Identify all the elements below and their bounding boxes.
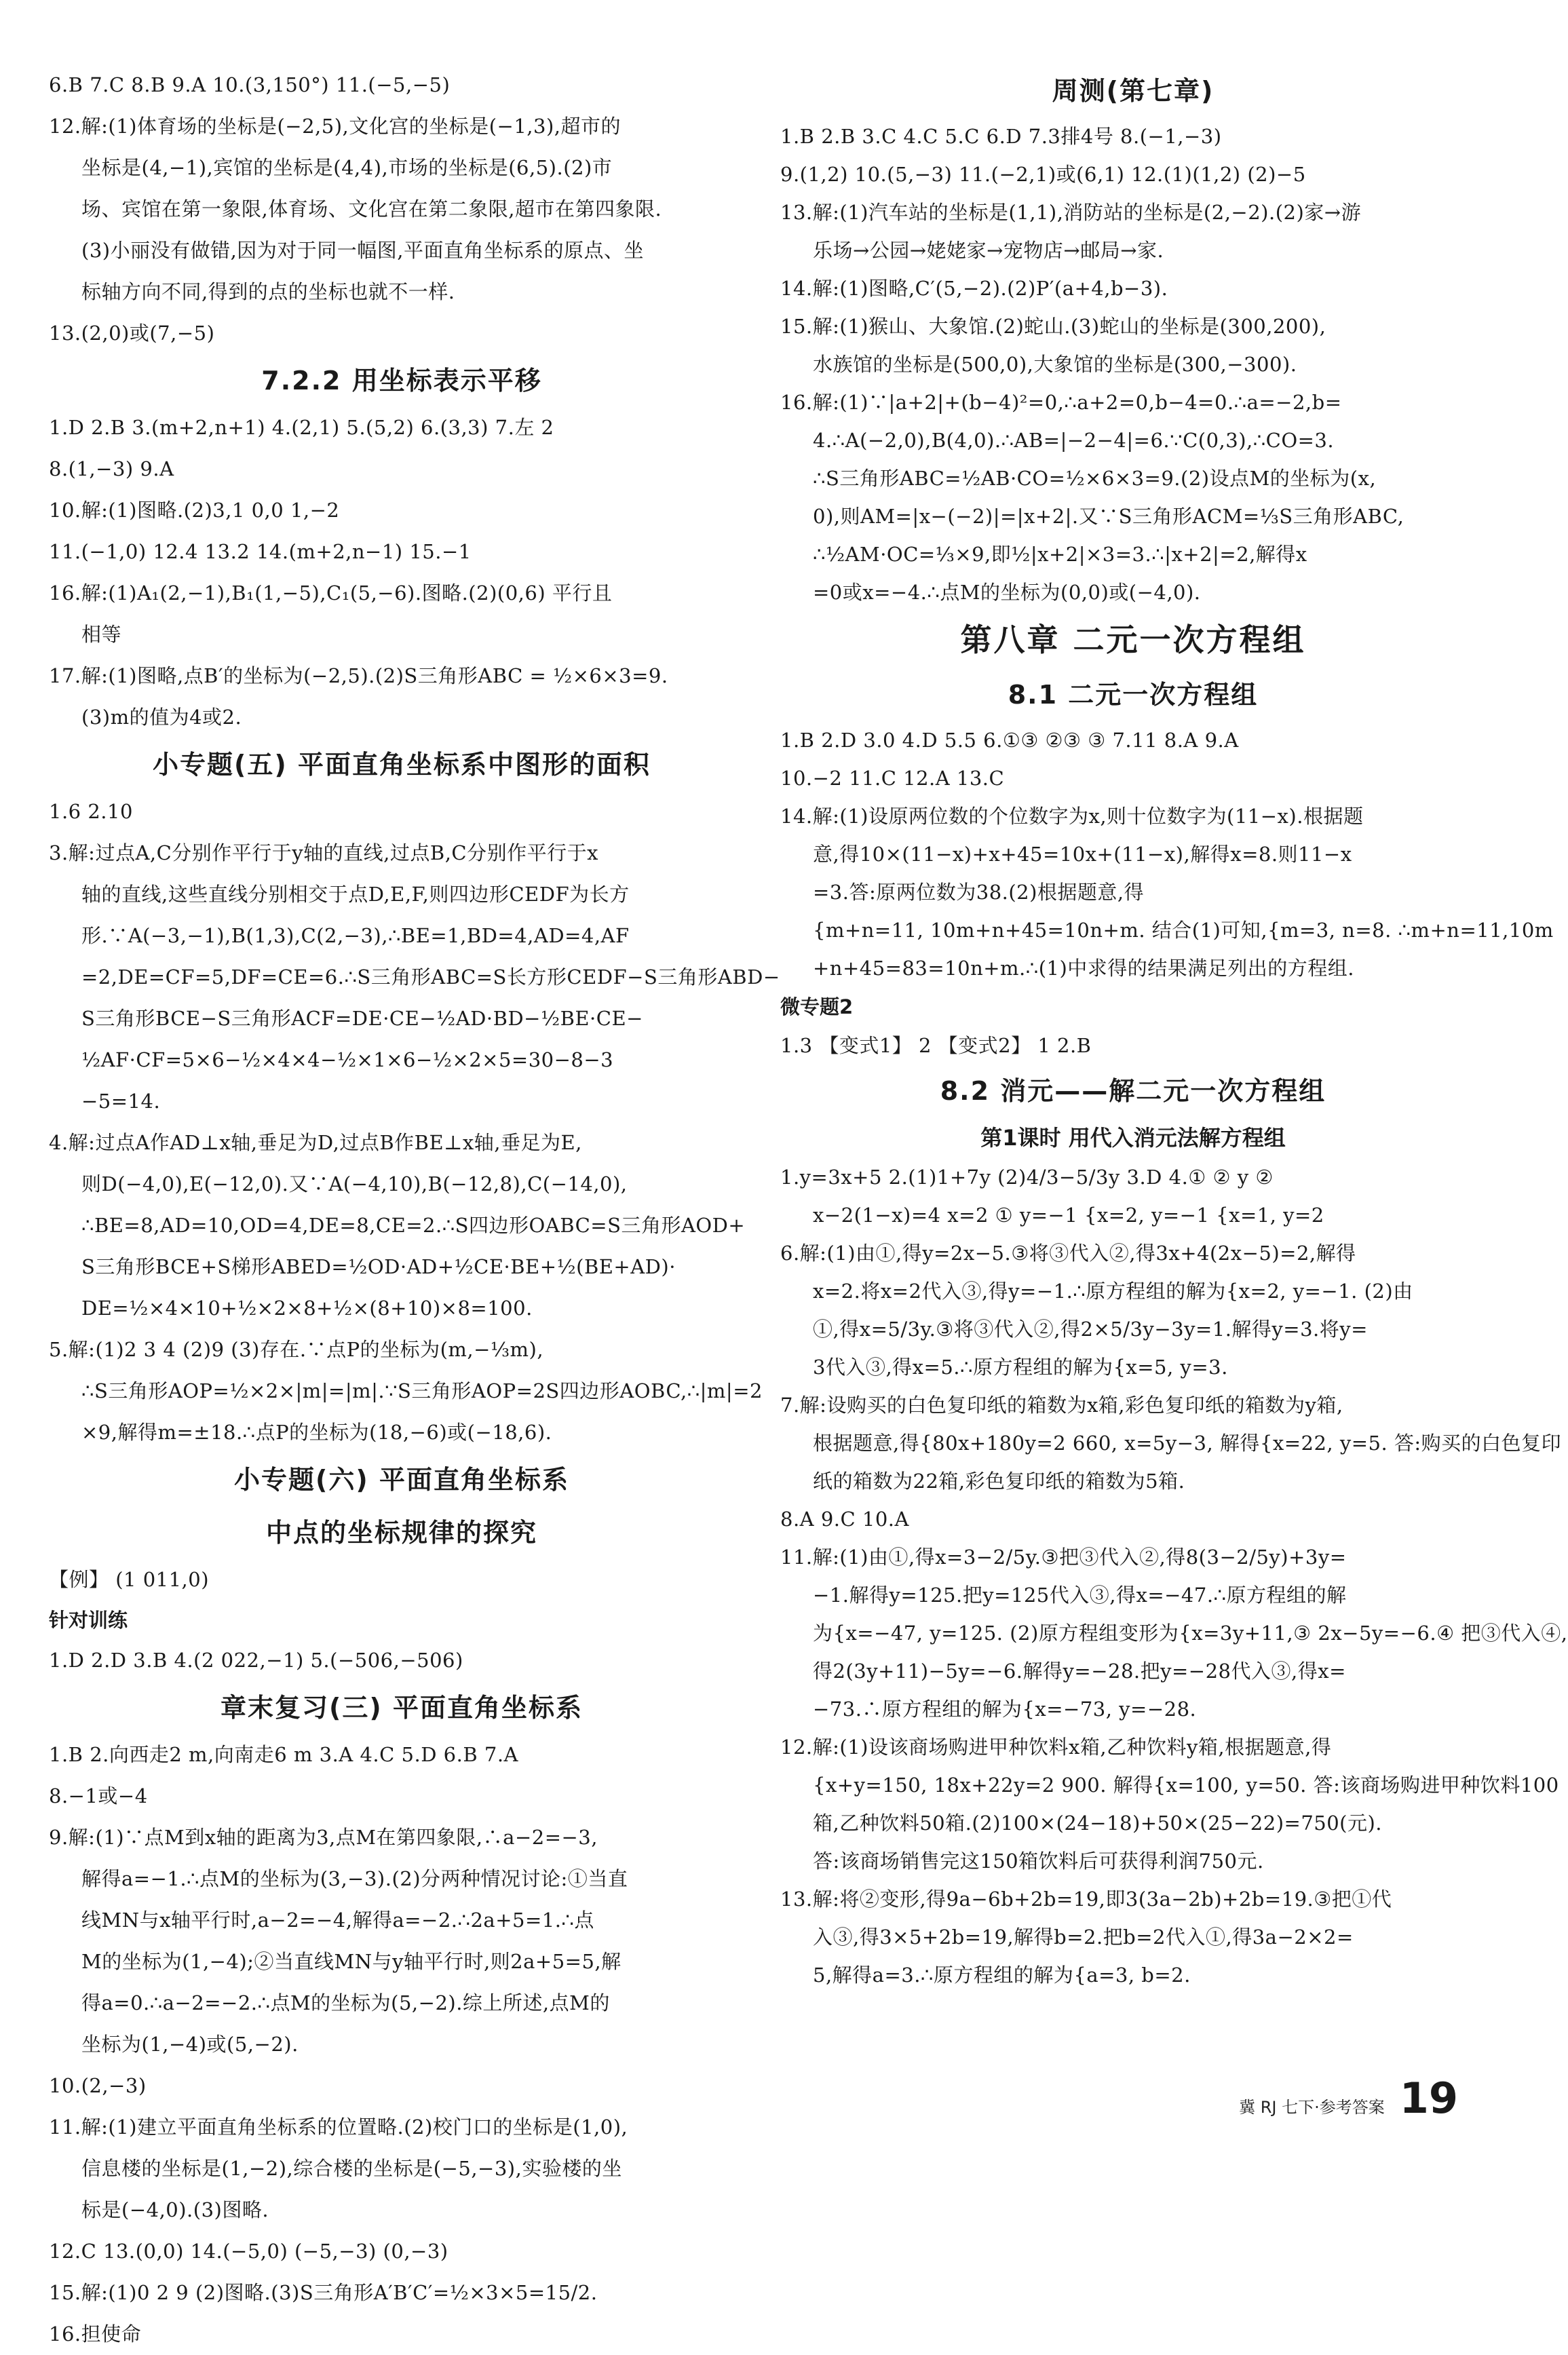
- answer-line: −1.解得y=125.把y=125代入③,得x=−47.∴原方程组的解: [813, 1584, 1347, 1607]
- section-title-8-1: 8.1 二元一次方程组: [1008, 680, 1259, 710]
- answer-line: 1.B 2.B 3.C 4.C 5.C 6.D 7.3排4号 8.(−1,−3): [780, 125, 1222, 148]
- answer-line: 3.解:过点A,C分别作平行于y轴的直线,过点B,C分别作平行于x: [49, 841, 598, 864]
- answer-line: 13.解:(1)汽车站的坐标是(1,1),消防站的坐标是(2,−2).(2)家→游: [780, 201, 1362, 224]
- answer-line: 6.B 7.C 8.B 9.A 10.(3,150°) 11.(−5,−5): [49, 73, 451, 96]
- topic-6-subtitle: 中点的坐标规律的探究: [265, 1518, 537, 1548]
- answer-line: 10.(2,−3): [49, 2074, 147, 2097]
- right-column: [780, 64, 1568, 1994]
- weekly-test-title: 周测(第七章): [1052, 76, 1215, 106]
- answer-line: 入③,得3×5+2b=19,解得b=2.把b=2代入①,得3a−2×2=: [813, 1926, 1354, 1949]
- answer-line: 1.6 2.10: [49, 800, 133, 823]
- answer-line: 8.(1,−3) 9.A: [49, 457, 174, 480]
- answer-line: ∴S三角形AOP=½×2×|m|=|m|.∵S三角形AOP=2S四边形AOBC,∴|m|=2: [81, 1379, 763, 1402]
- answer-line: 根据题意,得{80x+180y=2 660, x=5y−3, 解得{x=22, y=5. 答:购买的白色复印: [813, 1432, 1562, 1455]
- answer-line: 5.解:(1)2 3 4 (2)9 (3)存在.∵点P的坐标为(m,−⅓m),: [49, 1338, 544, 1361]
- answer-line: =2,DE=CF=5,DF=CE=6.∴S三角形ABC=S长方形CEDF−S三角形ABD−: [81, 965, 780, 989]
- answer-line: 意,得10×(11−x)+x+45=10x+(11−x),解得x=8.则11−x: [813, 843, 1352, 866]
- answer-line: 标轴方向不同,得到的点的坐标也就不一样.: [81, 280, 455, 303]
- answer-line: 水族馆的坐标是(500,0),大象馆的坐标是(300,−300).: [813, 353, 1297, 376]
- answer-line: 场、宾馆在第一象限,体育场、文化宫在第二象限,超市在第四象限.: [81, 197, 662, 221]
- answer-line: 16.解:(1)∵|a+2|+(b−4)²=0,∴a+2=0,b−4=0.∴a=−2,b=: [780, 391, 1342, 414]
- answer-line: 8.A 9.C 10.A: [780, 1508, 909, 1531]
- answer-line: 9.解:(1)∵点M到x轴的距离为3,点M在第四象限,∴a−2=−3,: [49, 1826, 598, 1849]
- section-title-8-2: 8.2 消元——解二元一次方程组: [940, 1076, 1326, 1106]
- answer-line: 11.解:(1)建立平面直角坐标系的位置略.(2)校门口的坐标是(1,0),: [49, 2115, 628, 2139]
- answer-line: 8.−1或−4: [49, 1784, 148, 1807]
- answer-line: 12.解:(1)设该商场购进甲种饮料x箱,乙种饮料y箱,根据题意,得: [780, 1736, 1332, 1759]
- answer-line: S三角形BCE+S梯形ABED=½OD·AD+½CE·BE+½(BE+AD)·: [81, 1255, 676, 1278]
- answer-line: 标是(−4,0).(3)图略.: [81, 2198, 269, 2221]
- answer-line: DE=½×4×10+½×2×8+½×(8+10)×8=100.: [81, 1297, 533, 1320]
- answer-line: 4.解:过点A作AD⊥x轴,垂足为D,过点B作BE⊥x轴,垂足为E,: [49, 1131, 582, 1154]
- answer-line: 1.D 2.D 3.B 4.(2 022,−1) 5.(−506,−506): [49, 1649, 463, 1672]
- answer-line: 1.B 2.向西走2 m,向南走6 m 3.A 4.C 5.D 6.B 7.A: [49, 1743, 518, 1766]
- answer-line: 轴的直线,这些直线分别相交于点D,E,F,则四边形CEDF为长方: [81, 883, 630, 906]
- answer-line: M的坐标为(1,−4);②当直线MN与y轴平行时,则2a+5=5,解: [81, 1950, 622, 1973]
- answer-line: {m+n=11, 10m+n+45=10n+m. 结合(1)可知,{m=3, n=8. ∴m+n=11,10m: [813, 919, 1554, 942]
- answer-line: 0),则AM=|x−(−2)|=|x+2|.又∵S三角形ACM=⅓S三角形ABC,: [813, 505, 1404, 528]
- answer-line: 坐标是(4,−1),宾馆的坐标是(4,4),市场的坐标是(6,5).(2)市: [81, 156, 613, 179]
- answer-line: ×9,解得m=±18.∴点P的坐标为(18,−6)或(−18,6).: [81, 1421, 552, 1444]
- answer-line: ½AF·CF=5×6−½×4×4−½×1×6−½×2×5=30−8−3: [81, 1048, 614, 1071]
- answer-line: 10.−2 11.C 12.A 13.C: [780, 767, 1005, 790]
- answer-line: 相等: [81, 623, 122, 646]
- answer-line: ①,得x=5/3y.③将③代入②,得2×5/3y−3y=1.解得y=3.将y=: [813, 1318, 1368, 1341]
- answer-line: 15.解:(1)猴山、大象馆.(2)蛇山.(3)蛇山的坐标是(300,200),: [780, 315, 1326, 338]
- answer-line: 14.解:(1)设原两位数的个位数字为x,则十位数字为(11−x).根据题: [780, 805, 1364, 828]
- left-column: [49, 64, 780, 2355]
- answer-line: 得2(3y+11)−5y=−6.解得y=−28.把y=−28代入③,得x=: [813, 1660, 1346, 1683]
- answer-line: 1.D 2.B 3.(m+2,n+1) 4.(2,1) 5.(5,2) 6.(3,3) 7.左 2: [49, 416, 554, 439]
- answer-line: 信息楼的坐标是(1,−2),综合楼的坐标是(−5,−3),实验楼的坐: [81, 2157, 622, 2180]
- answer-line: 6.解:(1)由①,得y=2x−5.③将③代入②,得3x+4(2x−5)=2,解得: [780, 1242, 1356, 1265]
- answer-line: 解得a=−1.∴点M的坐标为(3,−3).(2)分两种情况讨论:①当直: [81, 1867, 628, 1890]
- answer-line: 线MN与x轴平行时,a−2=−4,解得a=−2.∴2a+5=1.∴点: [81, 1909, 594, 1932]
- answer-line: 16.担使命: [49, 2322, 142, 2346]
- answer-line: x=2.将x=2代入③,得y=−1.∴原方程组的解为{x=2, y=−1. (2)由: [813, 1280, 1413, 1303]
- answer-line: 【例】 (1 011,0): [49, 1568, 210, 1591]
- answer-line: 纸的箱数为22箱,彩色复印纸的箱数为5箱.: [813, 1470, 1185, 1493]
- answer-line: 得a=0.∴a−2=−2.∴点M的坐标为(5,−2).综上所述,点M的: [81, 1991, 610, 2014]
- answer-line: ∴½AM·OC=⅓×9,即½|x+2|×3=3.∴|x+2|=2,解得x: [813, 543, 1307, 566]
- topic-6-title: 小专题(六) 平面直角坐标系: [234, 1465, 569, 1495]
- answer-line: −73.∴原方程组的解为{x=−73, y=−28.: [813, 1698, 1197, 1721]
- answer-line: +n+45=83=10n+m.∴(1)中求得的结果满足列出的方程组.: [813, 957, 1355, 980]
- section-title-7-2-2: 7.2.2 用坐标表示平移: [261, 366, 542, 396]
- answer-line: 9.(1,2) 10.(5,−3) 11.(−2,1)或(6,1) 12.(1)(1,2) (2)−5: [780, 163, 1306, 186]
- answer-line: 17.解:(1)图略,点B′的坐标为(−2,5).(2)S三角形ABC = ½×6×3=9.: [49, 664, 668, 687]
- chapter-8-title: 第八章 二元一次方程组: [960, 621, 1306, 658]
- answer-line: 16.解:(1)A₁(2,−1),B₁(1,−5),C₁(5,−6).图略.(2)(0,6) 平行且: [49, 581, 613, 605]
- page-number: 19: [1399, 2073, 1458, 2123]
- answer-line: 答:该商场销售完这150箱饮料后可获得利润750元.: [813, 1850, 1264, 1873]
- answer-line: 乐场→公园→姥姥家→宠物店→邮局→家.: [813, 239, 1164, 262]
- answer-line: 箱,乙种饮料50箱.(2)100×(24−18)+50×(25−22)=750(元).: [813, 1812, 1383, 1835]
- chapter-review-title: 章末复习(三) 平面直角坐标系: [221, 1693, 583, 1723]
- answer-line: 11.(−1,0) 12.4 13.2 14.(m+2,n−1) 15.−1: [49, 540, 472, 563]
- answer-line: ∴BE=8,AD=10,OD=4,DE=8,CE=2.∴S四边形OABC=S三角形AOD+: [81, 1214, 746, 1237]
- answer-line: 15.解:(1)0 2 9 (2)图略.(3)S三角形A′B′C′=½×3×5=15/2.: [49, 2281, 598, 2304]
- answer-line: (3)m的值为4或2.: [81, 706, 242, 729]
- page-footer: [1239, 2073, 1458, 2123]
- answer-line: S三角形BCE−S三角形ACF=DE·CE−½AD·BD−½BE·CE−: [81, 1007, 643, 1030]
- answer-line: ∴S三角形ABC=½AB·CO=½×6×3=9.(2)设点M的坐标为(x,: [813, 467, 1377, 490]
- topic-5-title: 小专题(五) 平面直角坐标系中图形的面积: [153, 750, 651, 780]
- answer-line: 为{x=−47, y=125. (2)原方程组变形为{x=3y+11,③ 2x−5y=−6.④ 把③代入④,: [813, 1622, 1568, 1645]
- answer-line: 11.解:(1)由①,得x=3−2/5y.③把③代入②,得8(3−2/5y)+3y=: [780, 1546, 1347, 1569]
- answer-line: =3.答:原两位数为38.(2)根据题意,得: [813, 881, 1145, 904]
- answer-line: 12.解:(1)体育场的坐标是(−2,5),文化宫的坐标是(−1,3),超市的: [49, 115, 621, 138]
- answer-line: 13.(2,0)或(7,−5): [49, 322, 215, 345]
- answer-line: 形.∵A(−3,−1),B(1,3),C(2,−3),∴BE=1,BD=4,AD=4,AF: [81, 924, 630, 947]
- answer-line: 1.B 2.D 3.0 4.D 5.5 6.①③ ②③ ③ 7.11 8.A 9.A: [780, 729, 1239, 752]
- answer-line: −5=14.: [81, 1090, 161, 1113]
- answer-line: 坐标为(1,−4)或(5,−2).: [81, 2033, 299, 2056]
- answer-line: 7.解:设购买的白色复印纸的箱数为x箱,彩色复印纸的箱数为y箱,: [780, 1394, 1343, 1417]
- answer-line: 14.解:(1)图略,C′(5,−2).(2)P′(a+4,b−3).: [780, 277, 1168, 300]
- answer-line: 则D(−4,0),E(−12,0).又∵A(−4,10),B(−12,8),C(−14,0),: [81, 1172, 628, 1195]
- answer-line: 4.∴A(−2,0),B(4,0).∴AB=|−2−4|=6.∵C(0,3),∴CO=3.: [813, 429, 1335, 452]
- micro-topic-2-title: 微专题2: [780, 995, 854, 1018]
- answer-line: {x+y=150, 18x+22y=2 900. 解得{x=100, y=50. 答:该商场购进甲种饮料100: [813, 1774, 1559, 1797]
- book-label: 冀 RJ 七下·参考答案: [1239, 2098, 1385, 2117]
- answer-line: x−2(1−x)=4 x=2 ① y=−1 {x=2, y=−1 {x=1, y=2: [813, 1204, 1324, 1227]
- answer-line: 5,解得a=3.∴原方程组的解为{a=3, b=2.: [813, 1964, 1191, 1987]
- answer-line: 12.C 13.(0,0) 14.(−5,0) (−5,−3) (0,−3): [49, 2240, 448, 2263]
- answer-line: 1.3 【变式1】 2 【变式2】 1 2.B: [780, 1034, 1092, 1057]
- answer-line: 10.解:(1)图略.(2)3,1 0,0 1,−2: [49, 499, 340, 522]
- lesson-1-title: 第1课时 用代入消元法解方程组: [980, 1125, 1286, 1151]
- answer-line: =0或x=−4.∴点M的坐标为(0,0)或(−4,0).: [813, 581, 1201, 604]
- practice-heading: 针对训练: [49, 1609, 128, 1632]
- answer-line: 1.y=3x+5 2.(1)1+7y (2)4/3−5/3y 3.D 4.① ② y ②: [780, 1166, 1274, 1189]
- answer-line: 3代入③,得x=5.∴原方程组的解为{x=5, y=3.: [813, 1356, 1228, 1379]
- answer-line: 13.解:将②变形,得9a−6b+2b=19,即3(3a−2b)+2b=19.③把①代: [780, 1888, 1392, 1911]
- answer-line: (3)小丽没有做错,因为对于同一幅图,平面直角坐标系的原点、坐: [81, 239, 645, 262]
